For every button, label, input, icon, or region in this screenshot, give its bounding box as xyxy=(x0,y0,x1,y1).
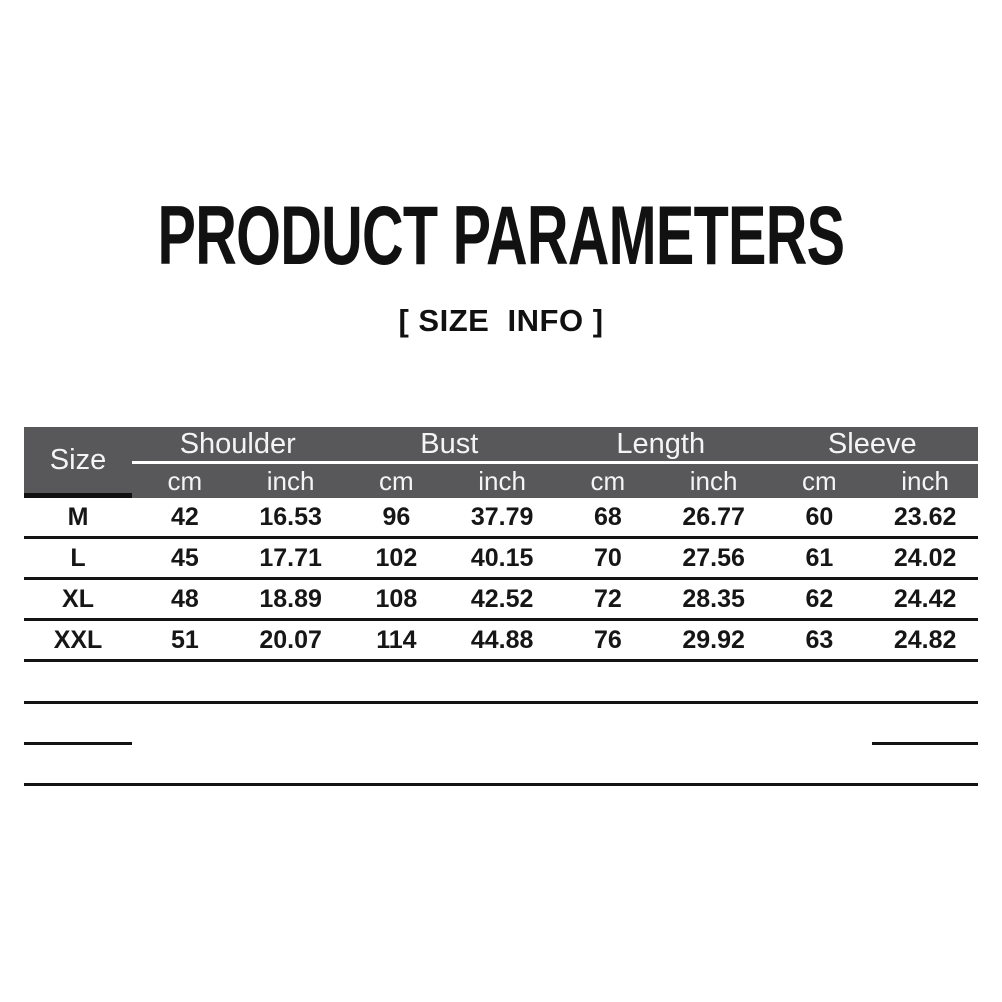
measurement-value: 51 xyxy=(170,626,199,654)
measurement-value: 48 xyxy=(170,585,199,613)
measurement-value: 62 xyxy=(805,585,834,613)
group-header-shoulder: Shoulder xyxy=(132,427,344,464)
measurement-value: 108 xyxy=(375,585,418,613)
measurement-value: 114 xyxy=(376,626,417,654)
empty-row-partial-rule xyxy=(24,704,978,745)
unit-label: cm xyxy=(802,465,837,496)
rule-segment-left xyxy=(24,704,132,745)
measurement-value: 68 xyxy=(593,503,622,531)
size-label: L xyxy=(70,544,86,572)
size-label: M xyxy=(67,503,89,531)
size-label: XL xyxy=(62,585,94,613)
empty-row xyxy=(24,745,978,786)
unit-label: inch xyxy=(901,465,949,496)
measurement-value: 42 xyxy=(170,503,199,531)
table-header xyxy=(24,427,978,498)
measurement-value: 102 xyxy=(375,544,418,572)
table-row-xl xyxy=(24,580,978,621)
size-table xyxy=(24,427,978,786)
empty-row xyxy=(24,662,978,704)
measurement-value: 76 xyxy=(593,626,622,654)
measurement-value: 42.52 xyxy=(470,585,534,613)
measurement-value: 28.35 xyxy=(682,585,745,613)
measurement-value: 20.07 xyxy=(259,626,322,654)
table-row-l xyxy=(24,539,978,580)
unit-label: cm xyxy=(590,465,626,496)
group-header-sleeve: Sleeve xyxy=(767,427,979,464)
measurement-value: 61 xyxy=(805,544,834,572)
size-column-header: Size xyxy=(24,427,132,498)
table-row-m xyxy=(24,498,978,539)
unit-label: cm xyxy=(167,465,203,496)
measurement-value: 63 xyxy=(805,626,834,654)
unit-label: inch xyxy=(689,465,738,496)
measurement-value: 29.92 xyxy=(682,626,745,654)
size-label: XXL xyxy=(53,626,103,654)
group-header-length: Length xyxy=(555,427,767,464)
measurement-value: 24.42 xyxy=(893,585,957,613)
measurement-value: 27.56 xyxy=(682,544,745,572)
group-header-bust: Bust xyxy=(344,427,556,464)
measurement-value: 37.79 xyxy=(470,503,534,531)
size-info-subtitle: [ SIZE INFO ] xyxy=(398,303,604,338)
measurement-value: 17.71 xyxy=(259,544,322,572)
measurement-value: 72 xyxy=(593,585,622,613)
table-row-xxl xyxy=(24,621,978,662)
measurement-value: 23.62 xyxy=(893,503,957,531)
measurement-value: 70 xyxy=(593,544,622,572)
measurement-value: 60 xyxy=(805,503,834,531)
measurement-value: 18.89 xyxy=(259,585,322,613)
unit-label: cm xyxy=(379,465,414,496)
measurement-value: 26.77 xyxy=(682,503,745,531)
measurement-value: 24.02 xyxy=(893,544,957,572)
unit-label: inch xyxy=(478,465,526,496)
page-title xyxy=(0,189,1002,282)
measurement-value: 44.88 xyxy=(470,626,534,654)
measurement-value: 40.15 xyxy=(470,544,534,572)
rule-segment-right xyxy=(872,704,978,745)
unit-label: inch xyxy=(266,465,315,496)
page-title-text: PRODUCT PARAMETERS xyxy=(157,189,845,282)
measurement-value: 24.82 xyxy=(893,626,957,654)
measurement-value: 96 xyxy=(382,503,411,531)
measurement-value: 16.53 xyxy=(259,503,322,531)
measurement-value: 45 xyxy=(170,544,199,572)
